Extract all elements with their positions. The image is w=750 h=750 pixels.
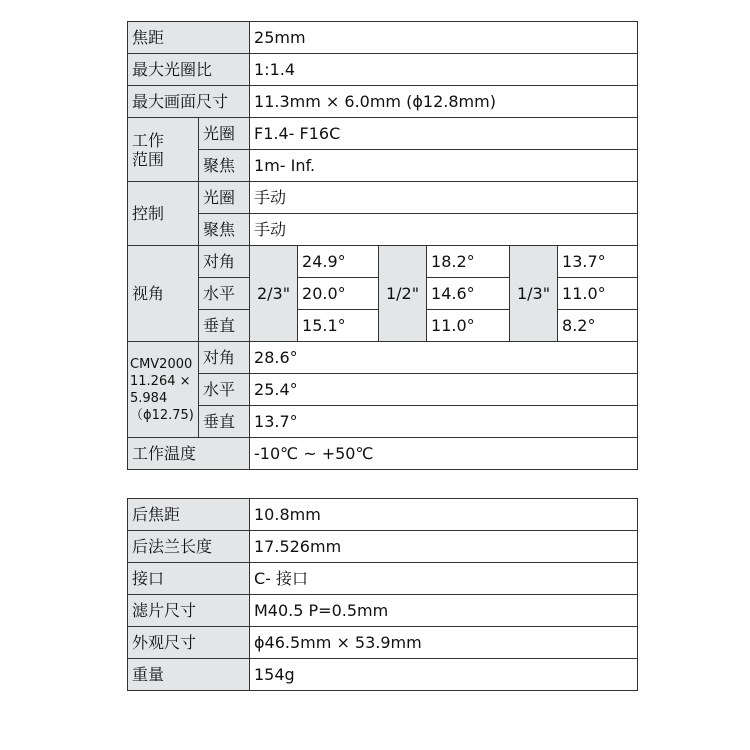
spec-row xyxy=(128,627,638,659)
max-image-value: 11.3mm × 6.0mm (ϕ12.8mm) xyxy=(250,86,638,118)
cmv2000-label-line2: 11.264 × xyxy=(130,373,191,389)
fov-value: 14.6° xyxy=(427,278,510,310)
max-aperture-label: 最大光圈比 xyxy=(128,54,250,86)
temperature-label: 工作温度 xyxy=(128,438,250,470)
mechanical-spec-table xyxy=(127,498,638,691)
control-focus-value: 手动 xyxy=(250,214,638,246)
control-iris-label: 光圈 xyxy=(199,182,250,214)
fov-value: 13.7° xyxy=(558,246,638,278)
dimensions-value: ϕ46.5mm × 53.9mm xyxy=(250,627,638,659)
back-focal-length-label: 后焦距 xyxy=(128,499,250,531)
working-range-label xyxy=(128,118,199,182)
working-range-focus-row xyxy=(128,150,638,182)
focal-length-row xyxy=(128,22,638,54)
max-image-label: 最大画面尺寸 xyxy=(128,86,250,118)
spec-row xyxy=(128,499,638,531)
working-range-focus-value: 1m- Inf. xyxy=(250,150,638,182)
control-label: 控制 xyxy=(128,182,199,246)
cmv-horizontal-row xyxy=(128,374,638,406)
cmv2000-label xyxy=(128,342,199,438)
focal-length-value: 25mm xyxy=(250,22,638,54)
cmv2000-label-line3: 5.984 xyxy=(130,390,168,406)
spec-row xyxy=(128,531,638,563)
fov-diagonal-row xyxy=(128,246,638,278)
control-focus-label: 聚焦 xyxy=(199,214,250,246)
spec-row xyxy=(128,595,638,627)
cmv2000-label-line4: （ϕ12.75) xyxy=(130,407,194,423)
fov-value: 8.2° xyxy=(558,310,638,342)
fov-value: 24.9° xyxy=(298,246,379,278)
filter-size-value: M40.5 P=0.5mm xyxy=(250,595,638,627)
cmv-row-label: 对角 xyxy=(199,342,250,374)
max-aperture-value: 1:1.4 xyxy=(250,54,638,86)
working-range-focus-label: 聚焦 xyxy=(199,150,250,182)
mount-value: C- 接口 xyxy=(250,563,638,595)
temperature-value: -10℃ ~ +50℃ xyxy=(250,438,638,470)
cmv-vertical-row xyxy=(128,406,638,438)
cmv2000-label-line1: CMV2000 xyxy=(130,356,193,372)
dimensions-label: 外观尺寸 xyxy=(128,627,250,659)
cmv-value: 13.7° xyxy=(250,406,638,438)
max-aperture-row xyxy=(128,54,638,86)
cmv-row-label: 垂直 xyxy=(199,406,250,438)
control-iris-value: 手动 xyxy=(250,182,638,214)
control-iris-row xyxy=(128,182,638,214)
mount-label: 接口 xyxy=(128,563,250,595)
fov-row-label: 水平 xyxy=(199,278,250,310)
weight-label: 重量 xyxy=(128,659,250,691)
cmv-row-label: 水平 xyxy=(199,374,250,406)
working-range-label-line1: 工作 xyxy=(132,130,165,150)
filter-size-label: 滤片尺寸 xyxy=(128,595,250,627)
spec-row xyxy=(128,659,638,691)
fov-format-1-2: 1/2" xyxy=(379,246,427,342)
fov-value: 15.1° xyxy=(298,310,379,342)
max-image-row xyxy=(128,86,638,118)
back-focal-length-value: 10.8mm xyxy=(250,499,638,531)
fov-value: 11.0° xyxy=(558,278,638,310)
weight-value: 154g xyxy=(250,659,638,691)
optical-spec-table xyxy=(127,21,638,470)
cmv-value: 28.6° xyxy=(250,342,638,374)
focal-length-label: 焦距 xyxy=(128,22,250,54)
cmv-diagonal-row xyxy=(128,342,638,374)
fov-format-2-3: 2/3" xyxy=(250,246,298,342)
cmv-value: 25.4° xyxy=(250,374,638,406)
working-range-label-line2: 范围 xyxy=(132,149,165,169)
working-range-iris-row xyxy=(128,118,638,150)
flange-length-value: 17.526mm xyxy=(250,531,638,563)
flange-length-label: 后法兰长度 xyxy=(128,531,250,563)
fov-row-label: 垂直 xyxy=(199,310,250,342)
fov-row-label: 对角 xyxy=(199,246,250,278)
fov-value: 18.2° xyxy=(427,246,510,278)
control-focus-row xyxy=(128,214,638,246)
fov-value: 11.0° xyxy=(427,310,510,342)
temperature-row xyxy=(128,438,638,470)
fov-value: 20.0° xyxy=(298,278,379,310)
spec-row xyxy=(128,563,638,595)
working-range-iris-label: 光圈 xyxy=(199,118,250,150)
fov-label: 视角 xyxy=(128,246,199,342)
working-range-iris-value: F1.4- F16C xyxy=(250,118,638,150)
fov-format-1-3: 1/3" xyxy=(510,246,558,342)
